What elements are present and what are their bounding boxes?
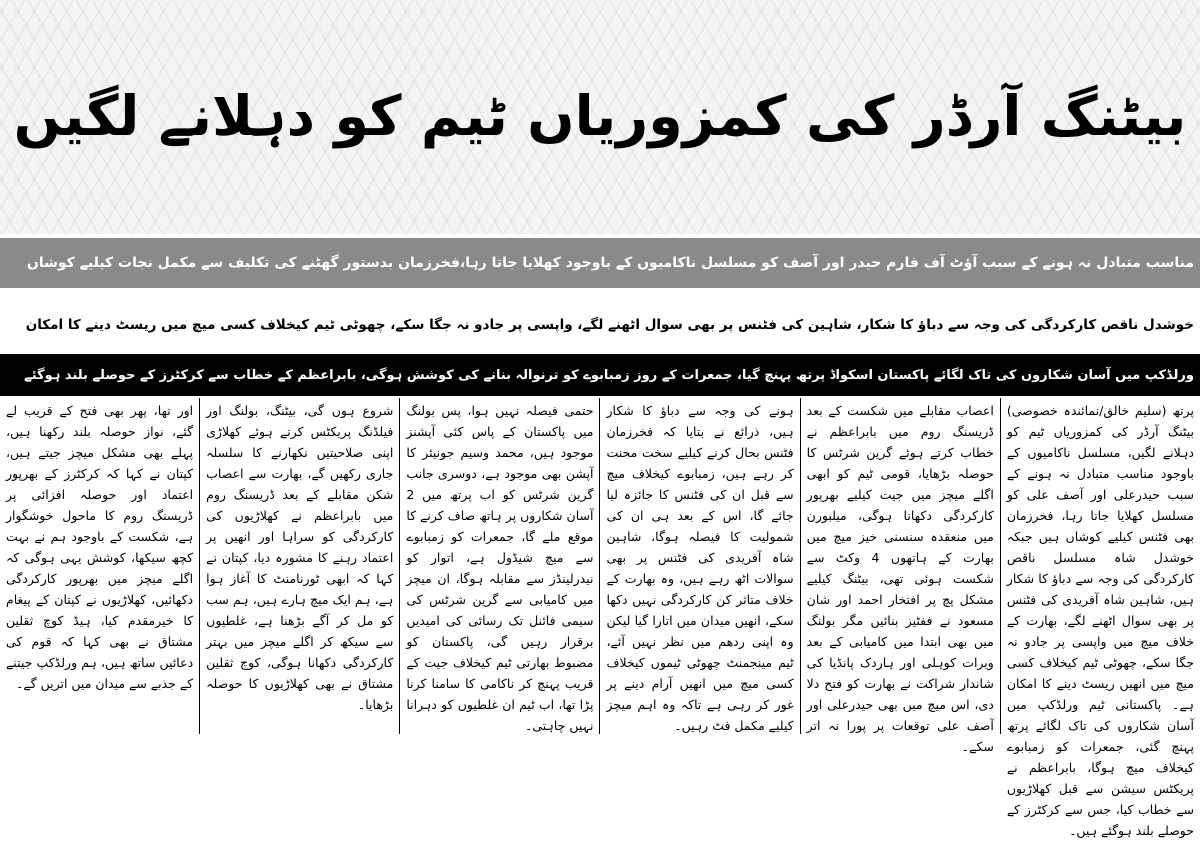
subheadline-2 bbox=[0, 300, 1200, 350]
article-column-1: پرتھ (سلیم خالق/نمائندہ خصوصی) بیٹنگ آرڈر کی کمزوریاں ٹیم کو دہلانے لگیں، مسلسل ناکامیوں کے باوجود مناسب متبادل نہ ہونے کے سبب حیدرعلی اور آصف علی کو مسلسل کھلایا جاتا رہا، فخرزمان بھی فٹنس کیلیے کوشاں ہیں جبکہ خوشدل شاہ مسلسل ناقص کارکردگی کی وجہ سے دباؤ کا شکار ہیں، شاہین شاہ آفریدی کی فٹنس پر بھی سوال اٹھنے لگے، بھارت کے خلاف میچ میں واپسی پر جادو نہ جگا سکے، چھوٹی ٹیم کیخلاف کسی میچ میں انھیں ریسٹ دینے کا امکان ہے۔ پاکستانی ٹیم ورلڈکپ میں آسان شکاروں کی تاک لگائے پرتھ پہنچ گئی، جمعرات کو زمبابوے کیخلاف میچ ہوگا، بابراعظم نے پریکٹس سیشن سے قبل کھلاڑیوں سے خطاب کیا، جس سے کرکٹرز کے حوصلے بلند ہوگئے ہیں۔ bbox=[1000, 398, 1200, 734]
main-headline: بیٹنگ آرڈر کی کمزوریاں ٹیم کو دہلانے لگیں bbox=[13, 84, 1187, 150]
article-column-6: اور تھا، پھر بھی فتح کے قریب لے گئے، نواز حوصلہ بلند رکھنا ہیں، پہلے بھی مشکل میچز جیتے ہیں، کپتان نے کہا کہ کرکٹرز کے بھرپور اعتماد اور حوصلہ افزائی پر ڈریسنگ روم کا ماحول خوشگوار ہے، شکست کے باوجود ہم نے بہت کچھ سیکھا، کوشش یہی ہوگی کہ اگلے میچز میں بھرپور کارکردگی دکھائیں، کھلاڑیوں نے کپتان کے پیغام کا خیرمقدم کیا، ہیڈ کوچ ثقلین مشتاق نے بھی کہا کہ قوم کی دعائیں ساتھ ہیں، ہم ورلڈکپ جیتنے کے جذبے سے میدان میں اتریں گے۔ bbox=[5, 403, 194, 691]
headline-area bbox=[0, 0, 1200, 234]
subheadline-2-text: خوشدل ناقص کارکردگی کی وجہ سے دباؤ کا شکار، شاہین کی فٹنس پر بھی سوال اٹھنے لگے، واپسی پر جادو نہ جگا سکے، چھوٹی ٹیم کیخلاف کسی میچ میں ریسٹ دینے کا امکان bbox=[25, 317, 1194, 333]
subheadline-3 bbox=[0, 354, 1200, 396]
article-columns bbox=[0, 398, 1200, 838]
article-column-3: ہونے کی وجہ سے دباؤ کا شکار ہیں، ذرائع نے بتایا کہ فخرزمان فٹنس بحال کرنے کیلیے سخت محنت کر رہے ہیں، زمبابوے کیخلاف میچ سے قبل ان کی فٹنس کا جائزہ لیا جائے گا، اس کے بعد ہی ان کی شمولیت کا فیصلہ ہوگا، شاہین شاہ آفریدی کی فٹنس پر بھی سوالات اٹھ رہے ہیں، وہ بھارت کے خلاف متاثر کن کارکردگی نہیں دکھا سکے، انھیں میدان میں اتارا گیا لیکن وہ اپنی ردھم میں نظر نہیں آئے، ٹیم مینجمنٹ چھوٹی ٹیموں کیخلاف کسی میچ میں انھیں آرام دینے پر غور کر رہی ہے تاکہ وہ اہم میچز کیلیے مکمل فٹ رہیں۔ bbox=[599, 398, 799, 734]
subheadline-1-text: مناسب متبادل نہ ہونے کے سبب آؤٹ آف فارم حیدر اور آصف کو مسلسل ناکامیوں کے باوجود کھلایا جاتا رہا،فخرزمان بدستور گھٹنے کی تکلیف سے مکمل نجات کیلیے کوشاں bbox=[26, 255, 1194, 271]
article-column-2: اعصاب مقابلے میں شکست کے بعد ڈریسنگ روم میں بابراعظم نے خطاب کرتے ہوئے گرین شرٹس کا حوصلہ بڑھایا، قومی ٹیم کو ابھی اگلے میچز میں جیت کیلیے بھرپور کارکردگی دکھانا ہوگی، میلبورن میں منعقدہ سنسنی خیز میچ میں بھارت کے ہاتھوں 4 وکٹ سے شکست ہوئی تھی، بیٹنگ کیلیے مشکل پچ پر افتخار احمد اور شان مسعود نے ففٹیز بنائیں مگر بولنگ میں بھی ابتدا میں کامیابی کے بعد ویرات کوہلی اور ہاردک پانڈیا کی شاندار شراکت نے بھارت کو فتح دلا دی، اس میچ میں بھی حیدرعلی اور آصف علی توقعات پر پورا نہ اتر سکے۔ bbox=[800, 398, 1000, 734]
article-column-5: شروع ہوں گی، بیٹنگ، بولنگ اور فیلڈنگ پریکٹس کرتے ہوئے کھلاڑی اپنی صلاحیتیں نکھارنے کا سلسلہ جاری رکھیں گے، بھارت سے اعصاب شکن مقابلے کے بعد ڈریسنگ روم میں بابراعظم نے کھلاڑیوں کی کارکردگی کو سراہا اور انھیں پر اعتماد رہنے کا مشورہ دیا، کپتان نے کہا کہ ابھی ٹورنامنٹ کا آغاز ہوا ہے، ہم ایک میچ ہارے ہیں، ہم سب کو مل کر آگے بڑھنا ہے، غلطیوں سے سیکھ کر اگلے میچز میں بہتر کارکردگی دکھانا ہوگی، کوچ ثقلین مشتاق نے بھی کھلاڑیوں کا حوصلہ بڑھایا۔ bbox=[199, 398, 399, 734]
subheadline-1 bbox=[0, 238, 1200, 288]
article-column-4: حتمی فیصلہ نہیں ہوا، پس بولنگ میں پاکستان کے پاس کئی آپشنز موجود ہیں، محمد وسیم جونیئر کا آپشن بھی موجود ہے، دوسری جانب گرین شرٹس کو اب پرتھ میں 2 آسان شکاروں پر ہاتھ صاف کرنے کا موقع ملے گا، جمعرات کو زمبابوے سے میچ شیڈول ہے، اتوار کو نیدرلینڈز سے مقابلہ ہوگا، ان میچز میں کامیابی سے گرین شرٹس کی سیمی فائنل تک رسائی کی امیدیں برقرار رہیں گی، پاکستان کو مضبوط بھارتی ٹیم کیخلاف جیت کے قریب پہنچ کر ناکامی کا سامنا کرنا پڑا تھا، اب ٹیم ان غلطیوں کو دہرانا نہیں چاہتی۔ bbox=[399, 398, 599, 734]
subheadline-3-text: ورلڈکپ میں آسان شکاروں کی تاک لگائے پاکستان اسکواڈ پرتھ پہنچ گیا، جمعرات کے روز زمبابوے کو ترنوالہ بنانے کی کوشش ہوگی، بابراعظم کے خطاب سے کرکٹرز کے حوصلے بلند ہوگئے bbox=[24, 367, 1194, 383]
